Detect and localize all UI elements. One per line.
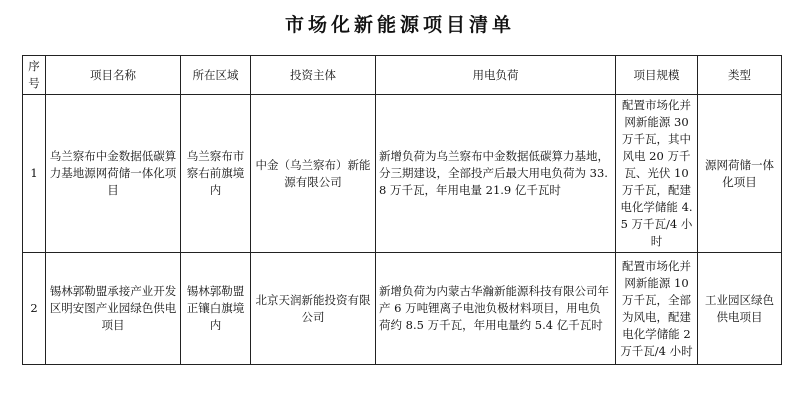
cell-scale: 配置市场化并网新能源 10 万千瓦，全部为风电，配建电化学储能 2 万千瓦/4 小时 [616, 253, 698, 365]
cell-load: 新增负荷为乌兰察布中金数据低碳算力基地，分三期建设，全部投产后最大用电负荷为 33.8 万千瓦，年用电量 21.9 亿千瓦时 [376, 95, 616, 253]
cell-load: 新增负荷为内蒙古华瀚新能源科技有限公司年产 6 万吨锂离子电池负极材料项目，用电负荷约 8.5 万千瓦，年用电量约 5.4 亿千瓦时 [376, 253, 616, 365]
cell-investor: 北京天润新能投资有限公司 [251, 253, 376, 365]
cell-type: 工业园区绿色供电项目 [698, 253, 782, 365]
table-header-row [23, 56, 782, 95]
header-type: 类型 [698, 56, 782, 95]
header-investor: 投资主体 [251, 56, 376, 95]
header-scale: 项目规模 [616, 56, 698, 95]
cell-region: 锡林郭勒盟正镶白旗境内 [181, 253, 251, 365]
cell-index: 2 [23, 253, 46, 365]
cell-name: 锡林郭勒盟承接产业开发区明安图产业园绿色供电项目 [46, 253, 181, 365]
header-load: 用电负荷 [376, 56, 616, 95]
cell-name: 乌兰察布中金数据低碳算力基地源网荷储一体化项目 [46, 95, 181, 253]
cell-index: 1 [23, 95, 46, 253]
table-row [23, 253, 782, 365]
project-table [22, 55, 782, 365]
page-title: 市场化新能源项目清单 [284, 14, 515, 36]
header-name: 项目名称 [46, 56, 181, 95]
cell-scale: 配置市场化并网新能源 30 万千瓦，其中风电 20 万千瓦、光伏 10 万千瓦，配建电化学储能 4.5 万千瓦/4 小时 [616, 95, 698, 253]
header-index: 序号 [23, 56, 46, 95]
cell-type: 源网荷储一体化项目 [698, 95, 782, 253]
cell-region: 乌兰察布市察右前旗境内 [181, 95, 251, 253]
table-row [23, 95, 782, 253]
header-region: 所在区域 [181, 56, 251, 95]
cell-investor: 中金（乌兰察布）新能源有限公司 [251, 95, 376, 253]
